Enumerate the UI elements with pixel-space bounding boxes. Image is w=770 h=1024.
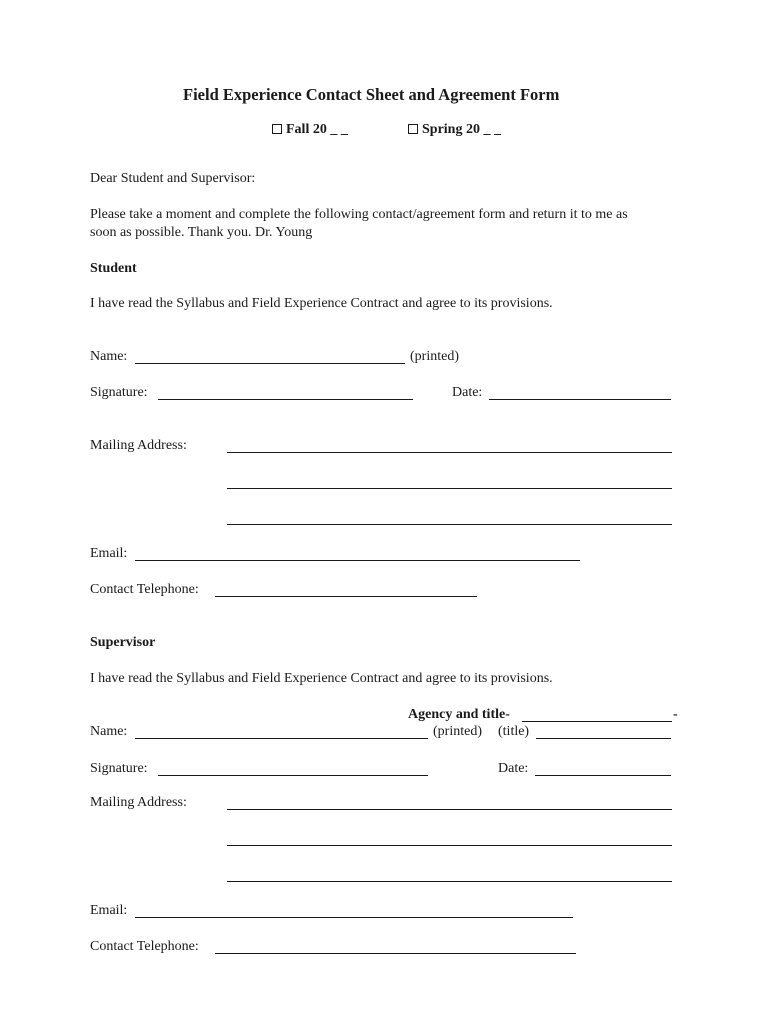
student-phone-field[interactable]: [215, 596, 477, 597]
student-signature-field[interactable]: [158, 399, 413, 400]
supervisor-name-label: Name:: [90, 724, 128, 739]
supervisor-title-field[interactable]: [536, 738, 671, 739]
student-date-label: Date:: [452, 385, 483, 400]
supervisor-email-label: Email:: [90, 903, 128, 918]
student-address-line-3[interactable]: [227, 524, 672, 525]
student-email-field[interactable]: [135, 560, 580, 561]
supervisor-name-field[interactable]: [135, 738, 428, 739]
supervisor-address-line-2[interactable]: [227, 845, 672, 846]
term-option-fall[interactable]: [272, 121, 348, 139]
supervisor-phone-field[interactable]: [215, 953, 576, 954]
supervisor-agency-field[interactable]: [522, 721, 672, 722]
supervisor-agency-label: Agency and title-: [408, 707, 510, 722]
supervisor-heading: Supervisor: [90, 635, 156, 650]
student-name-field[interactable]: [135, 363, 405, 364]
student-heading: Student: [90, 261, 137, 276]
supervisor-signature-field[interactable]: [158, 775, 428, 776]
supervisor-date-field[interactable]: [535, 775, 671, 776]
student-phone-label: Contact Telephone:: [90, 582, 199, 597]
greeting: Dear Student and Supervisor:: [90, 171, 256, 186]
student-agreement: I have read the Syllabus and Field Experience Contract and agree to its provisions.: [90, 296, 553, 311]
checkbox-icon: [408, 124, 418, 134]
supervisor-phone-label: Contact Telephone:: [90, 939, 199, 954]
supervisor-mailing-label: Mailing Address:: [90, 795, 187, 810]
intro-line-1: Please take a moment and complete the following contact/agreement form and return it to me as: [90, 207, 628, 222]
supervisor-date-label: Date:: [498, 761, 529, 776]
student-printed-label: (printed): [410, 349, 459, 364]
term-option-spring[interactable]: [408, 121, 501, 139]
student-address-line-1[interactable]: [227, 452, 672, 453]
supervisor-address-line-1[interactable]: [227, 809, 672, 810]
supervisor-signature-label: Signature:: [90, 761, 148, 776]
student-signature-label: Signature:: [90, 385, 148, 400]
student-date-field[interactable]: [489, 399, 671, 400]
student-mailing-label: Mailing Address:: [90, 438, 187, 453]
supervisor-printed-label: (printed): [433, 724, 482, 739]
supervisor-agreement: I have read the Syllabus and Field Experience Contract and agree to its provisions.: [90, 671, 553, 686]
page-title: Field Experience Contact Sheet and Agreement Form: [183, 85, 560, 104]
supervisor-agency-dash: -: [673, 707, 678, 722]
supervisor-email-field[interactable]: [135, 917, 573, 918]
term-option-spring-label: Spring 20 _ _: [422, 122, 501, 137]
student-name-label: Name:: [90, 349, 128, 364]
term-option-fall-label: Fall 20 _ _: [286, 122, 348, 137]
intro-line-2: soon as possible. Thank you. Dr. Young: [90, 225, 313, 240]
checkbox-icon: [272, 124, 282, 134]
student-email-label: Email:: [90, 546, 128, 561]
student-address-line-2[interactable]: [227, 488, 672, 489]
supervisor-address-line-3[interactable]: [227, 881, 672, 882]
supervisor-title-label: (title): [498, 724, 530, 739]
